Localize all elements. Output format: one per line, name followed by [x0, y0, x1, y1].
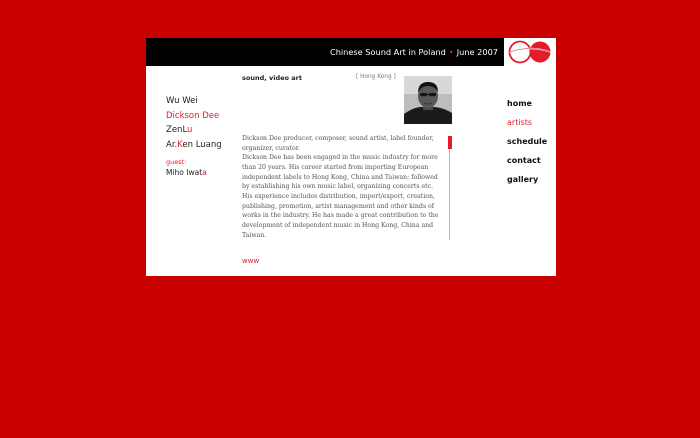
www-link[interactable]: www — [242, 257, 260, 265]
bio-line: Dickson Dee has been engaged in the music industry for more — [242, 154, 438, 162]
guest-link-miho-iwata[interactable] — [166, 167, 236, 178]
bio-line: His experience includes distribution, import/export, creation, — [242, 192, 435, 200]
bio-line: development of independent music in Hong Kong, China and — [242, 221, 434, 229]
nav-artists[interactable]: artists — [507, 118, 533, 127]
portrait-photo-icon — [404, 76, 452, 124]
artist-label-accent: u — [187, 125, 193, 135]
guest-name-part: Miho Iwat — [166, 168, 203, 177]
bio-line: Taiwan. — [242, 231, 267, 239]
main-panel — [146, 38, 556, 276]
artist-bio — [242, 134, 444, 240]
title-separator: • — [448, 47, 454, 57]
header-bar — [146, 38, 504, 66]
bio-scroll-track[interactable] — [449, 136, 450, 240]
bio-line: works in the industry. He has made a great contribution to the — [242, 212, 439, 220]
site-title-text: Chinese Sound Art in Poland — [329, 47, 446, 57]
artist-link-zenlu[interactable] — [166, 123, 236, 138]
main-nav — [507, 94, 555, 189]
artist-label-accent: K — [177, 139, 183, 150]
artist-link-dickson-dee[interactable]: Dickson Dee — [166, 110, 220, 121]
site-title — [330, 38, 498, 66]
bio-line: Dickson Dee producer, composer, sound artist, label founder, — [242, 135, 434, 142]
guest-label: guest: — [166, 158, 187, 166]
bio-line: organizer, curator. — [242, 144, 300, 152]
artist-category: sound, video art — [242, 74, 302, 82]
artist-location: [ Hong Kong ] — [356, 74, 396, 80]
nav-contact[interactable]: contact — [507, 156, 541, 165]
artist-link-ar-ken-luang[interactable] — [166, 138, 236, 153]
nav-schedule[interactable]: schedule — [507, 137, 548, 146]
nav-home[interactable]: home — [507, 99, 532, 108]
artist-label-part: ZenL — [166, 125, 188, 135]
artist-label-part: en Luang — [182, 139, 222, 150]
nav-gallery[interactable]: gallery — [507, 175, 539, 184]
festival-logo-icon[interactable] — [504, 38, 556, 66]
bio-line: by establishing his own music label, organizing concerts etc. — [242, 183, 434, 191]
bio-line: than 20 years. His career started from importing European — [242, 163, 429, 171]
artist-link-wu-wei[interactable]: Wu Wei — [166, 96, 198, 106]
bio-line: publishing, promotion, artist management and other kinds of — [242, 202, 435, 210]
artist-label-part: Ar. — [166, 139, 178, 150]
bio-scroll-thumb[interactable] — [448, 136, 452, 149]
guest-name-accent: a — [202, 168, 207, 177]
bio-line: independent labels to Hong Kong, China and Taiwan; followed — [242, 173, 438, 181]
site-date: June 2007 — [456, 47, 498, 57]
artist-list — [166, 94, 236, 178]
